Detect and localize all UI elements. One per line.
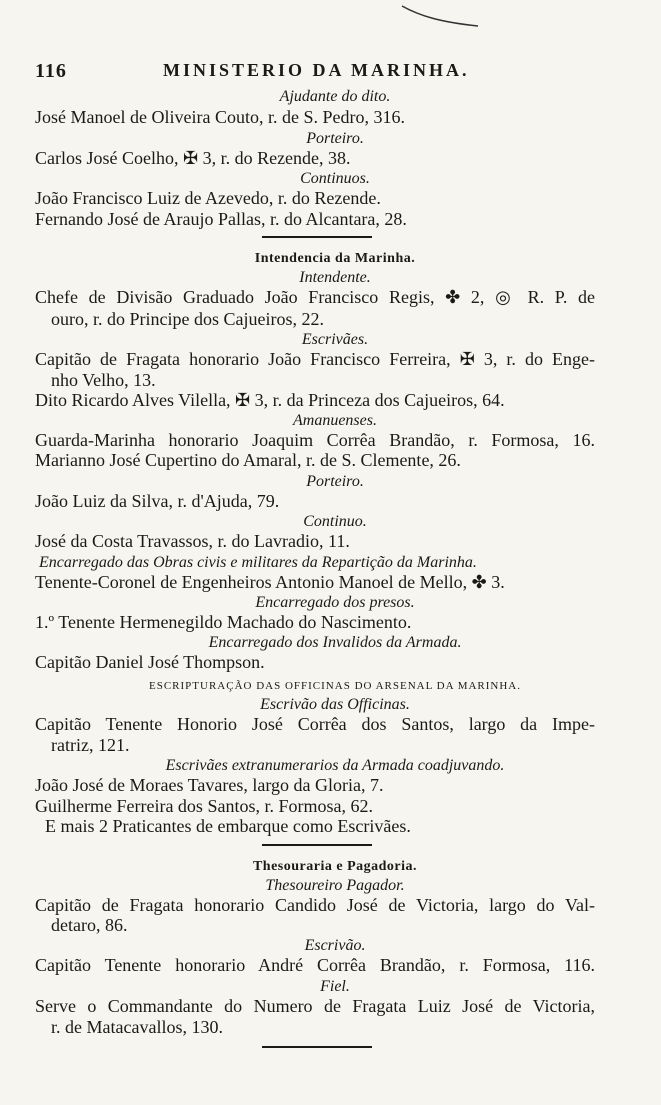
running-title: MINISTERIO DA MARINHA. <box>163 60 470 80</box>
role-heading: Ajudante do dito. <box>279 88 391 105</box>
entry-line: Capitão de Fragata honorario João Francisco Ferreira, ✠ 3, r. do Enge- <box>35 349 595 369</box>
entry-line: detaro, 86. <box>51 915 128 935</box>
entry-line: Fernando José de Araujo Pallas, r. do Alcantara, 28. <box>35 209 407 229</box>
role-heading: Porteiro. <box>306 473 364 490</box>
section-divider <box>262 844 372 846</box>
page-number: 116 <box>35 60 67 82</box>
page-header <box>35 60 631 84</box>
entry-line: Tenente-Coronel de Engenheiros Antonio Manoel de Mello, ✤ 3. <box>35 572 505 592</box>
role-heading: Porteiro. <box>306 130 364 147</box>
role-heading: Intendente. <box>299 269 371 286</box>
entry-line: João José de Moraes Tavares, largo da Gloria, 7. <box>35 775 384 795</box>
entry-line: Serve o Commandante do Numero de Fragata Luiz José de Victoria, <box>35 996 595 1016</box>
section-heading: Thesouraria e Pagadoria. <box>252 859 418 874</box>
role-heading: Continuos. <box>300 170 370 187</box>
entry-line: Carlos José Coelho, ✠ 3, r. do Rezende, 38. <box>35 148 351 168</box>
role-heading: Amanuenses. <box>293 412 377 429</box>
section-divider <box>262 1046 372 1048</box>
entry-line: João Luiz da Silva, r. d'Ajuda, 79. <box>35 491 280 511</box>
entry-line: nho Velho, 13. <box>51 370 156 390</box>
role-heading: Thesoureiro Pagador. <box>265 877 405 894</box>
entry-line: 1.º Tenente Hermenegildo Machado do Nascimento. <box>35 612 412 632</box>
role-heading: Escrivães. <box>301 331 369 348</box>
entry-line: ratriz, 121. <box>51 735 130 755</box>
entry-line: E mais 2 Praticantes de embarque como Escrivães. <box>45 816 411 836</box>
role-heading: Escrivão das Officinas. <box>260 696 410 713</box>
entry-line: Guilherme Ferreira dos Santos, r. Formosa, 62. <box>35 796 373 816</box>
entry-line: Marianno José Cupertino do Amaral, r. de S. Clemente, 26. <box>35 450 461 470</box>
role-heading: Encarregado dos Invalidos da Armada. <box>208 634 462 651</box>
role-heading: Encarregado das Obras civis e militares da Repartição da Marinha. <box>39 554 477 571</box>
entry-line: Chefe de Divisão Graduado João Francisco Regis, ✤ 2, ◎ R. P. de <box>35 287 595 307</box>
entry-line: Capitão Tenente Honorio José Corrêa dos Santos, largo da Impe- <box>35 714 595 734</box>
section-heading: Intendencia da Marinha. <box>254 251 416 266</box>
entry-line: Capitão Daniel José Thompson. <box>35 652 265 672</box>
section-heading: ESCRIPTURAÇÃO DAS OFFICINAS DO ARSENAL DA MARINHA. <box>149 680 521 692</box>
entry-line: r. de Matacavallos, 130. <box>51 1017 223 1037</box>
entry-line: Guarda-Marinha honorario Joaquim Corrêa Brandão, r. Formosa, 16. <box>35 430 595 450</box>
entry-line: Dito Ricardo Alves Vilella, ✠ 3, r. da Princeza dos Cajueiros, 64. <box>35 390 505 410</box>
role-heading: Fiel. <box>320 978 350 995</box>
pen-mark <box>400 2 480 32</box>
role-heading: Escrivão. <box>304 937 366 954</box>
entry-line: José da Costa Travassos, r. do Lavradio, 11. <box>35 531 350 551</box>
entry-line: João Francisco Luiz de Azevedo, r. do Rezende. <box>35 188 381 208</box>
section-divider <box>262 236 372 238</box>
role-heading: Encarregado dos presos. <box>255 594 415 611</box>
role-heading: Continuo. <box>303 513 367 530</box>
entry-line: Capitão de Fragata honorario Candido José de Victoria, largo do Val- <box>35 895 595 915</box>
entry-line: ouro, r. do Principe dos Cajueiros, 22. <box>51 309 324 329</box>
entry-line: José Manoel de Oliveira Couto, r. de S. Pedro, 316. <box>35 107 405 127</box>
entry-line: Capitão Tenente honorario André Corrêa Brandão, r. Formosa, 116. <box>35 955 595 975</box>
role-heading: Escrivães extranumerarios da Armada coadjuvando. <box>165 757 505 774</box>
